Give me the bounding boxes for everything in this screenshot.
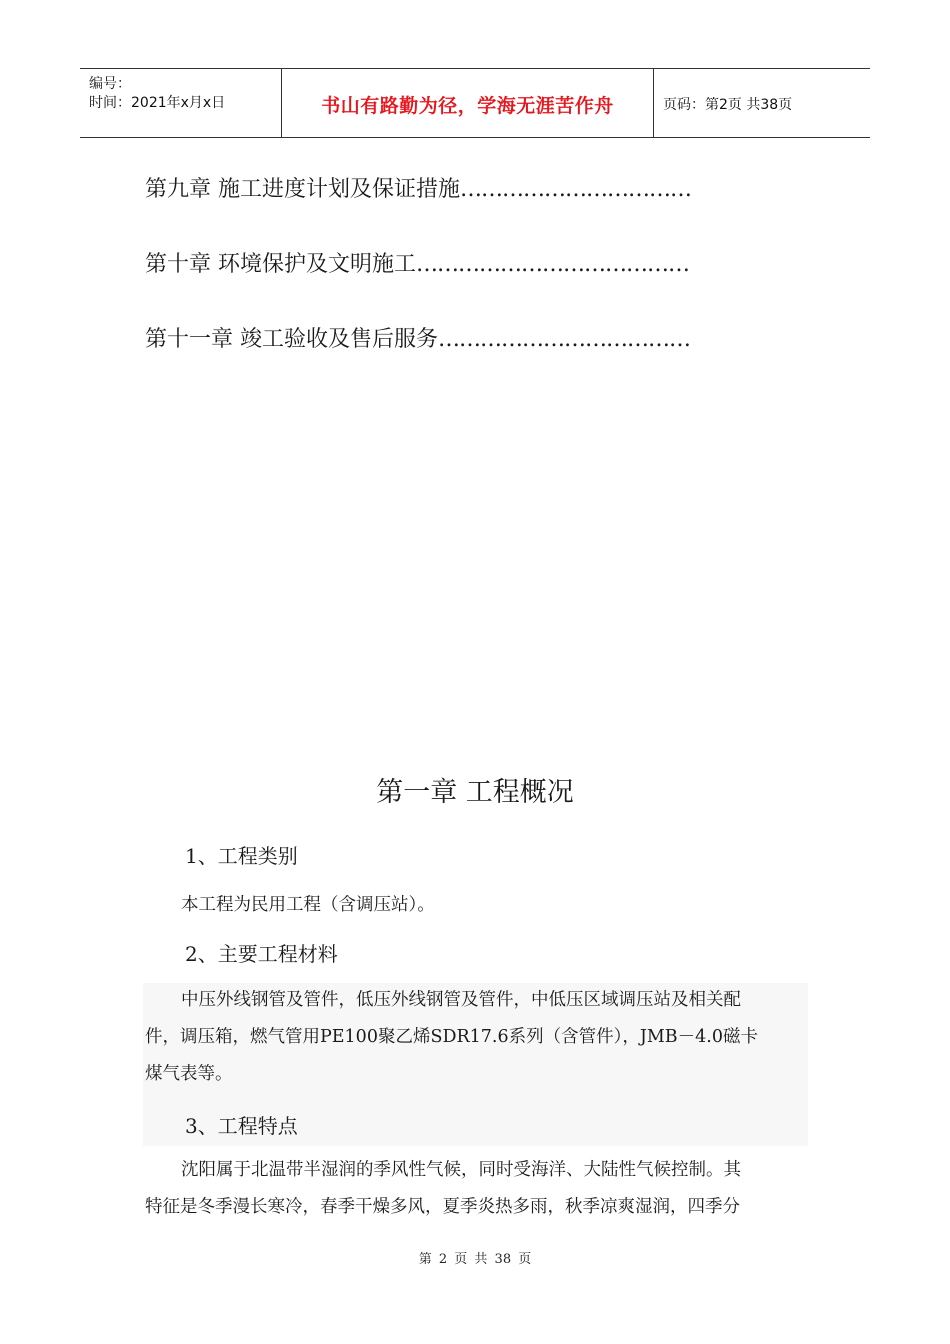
section-heading-2: 2、主要工程材料 bbox=[185, 942, 338, 966]
page-code: 页码：第2页 共38页 bbox=[663, 97, 793, 113]
toc-entry-11 bbox=[145, 322, 690, 353]
page-header bbox=[80, 68, 870, 138]
header-motto-cell bbox=[281, 69, 654, 137]
toc-leader-dots: ……………………………… bbox=[438, 327, 690, 352]
toc-entry-title: 第九章 施工进度计划及保证措施 bbox=[145, 177, 460, 202]
toc-entry-9 bbox=[145, 172, 691, 203]
toc-leader-dots: …………………………… bbox=[460, 177, 691, 202]
chapter-title: 第一章 工程概况 bbox=[376, 777, 574, 808]
header-page-cell bbox=[653, 69, 870, 137]
section-text-3-line-1: 沈阳属于北温带半湿润的季风性气候，同时受海洋、大陆性气候控制。其 bbox=[181, 1160, 741, 1180]
page-footer: 第 2 页 共 38 页 bbox=[418, 1252, 532, 1267]
toc-leader-dots: ………………………………… bbox=[416, 252, 689, 277]
toc-entry-title: 第十一章 竣工验收及售后服务 bbox=[145, 327, 438, 352]
toc-entry-title: 第十章 环境保护及文明施工 bbox=[145, 252, 416, 277]
section-text-2-line-2: 件，调压箱，燃气管用PE100聚乙烯SDR17.6系列（含管件），JMB－4.0磁卡 bbox=[145, 1027, 758, 1047]
section-text-3-line-2: 特征是冬季漫长寒冷，春季干燥多风，夏季炎热多雨，秋季凉爽湿润，四季分 bbox=[145, 1197, 740, 1217]
section-text-2-line-1: 中压外线钢管及管件，低压外线钢管及管件，中低压区域调压站及相关配 bbox=[181, 990, 741, 1010]
number-label: 编号： bbox=[89, 76, 131, 92]
section-heading-3: 3、工程特点 bbox=[185, 1114, 298, 1138]
toc-entry-10 bbox=[145, 247, 689, 278]
header-meta bbox=[80, 69, 281, 137]
section-text-2-line-3: 煤气表等。 bbox=[145, 1064, 233, 1084]
motto: 书山有路勤为径，学海无涯苦作舟 bbox=[321, 95, 614, 117]
section-text-1: 本工程为民用工程（含调压站）。 bbox=[181, 895, 435, 915]
time-label: 时间：2021年x月x日 bbox=[89, 95, 226, 111]
section-heading-1: 1、工程类别 bbox=[185, 844, 298, 868]
